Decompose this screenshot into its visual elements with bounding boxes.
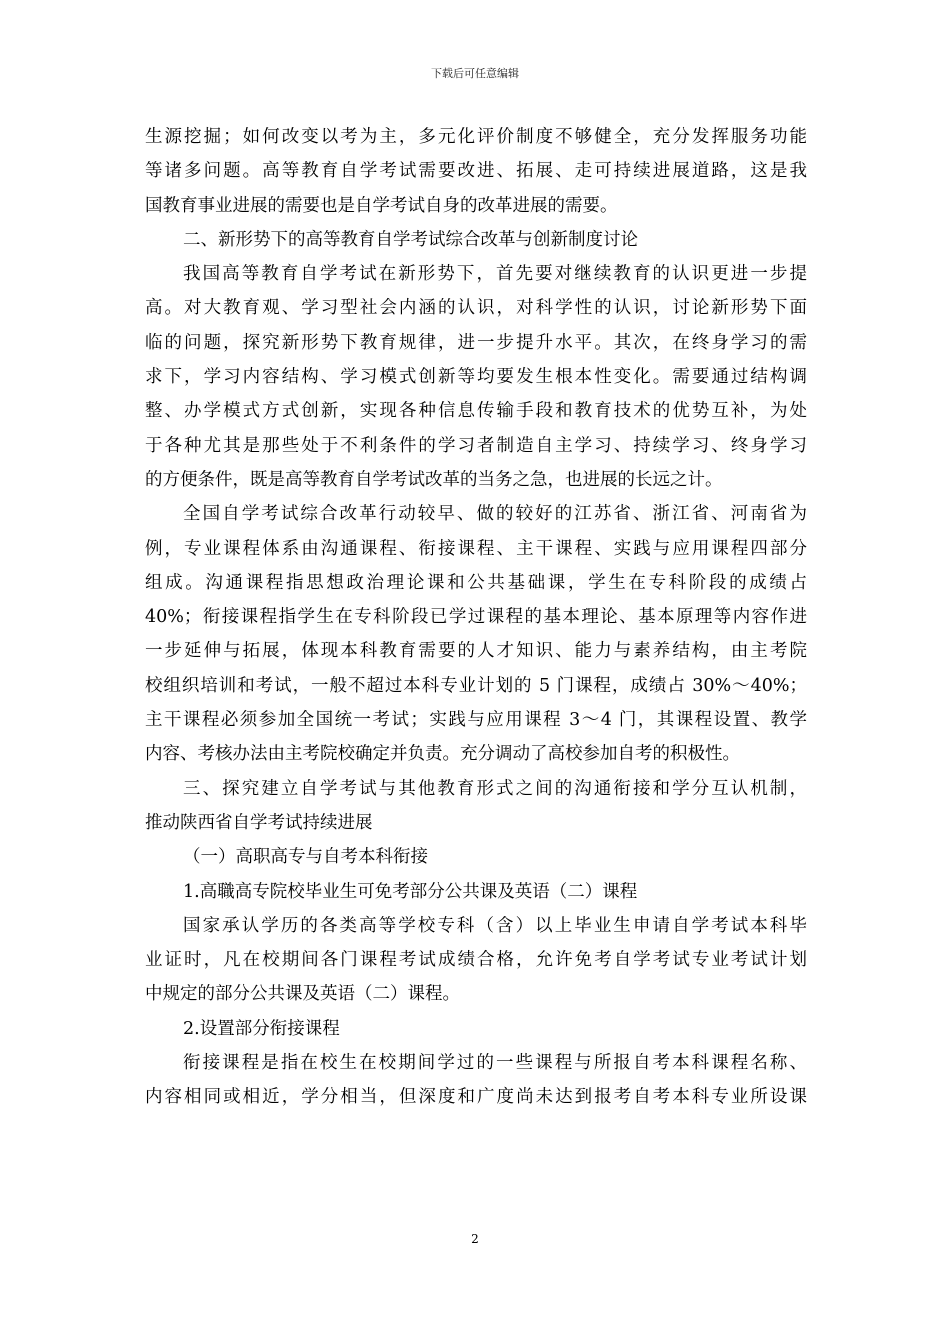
subsection-heading: （一）高职高专与自考本科衔接 xyxy=(183,847,428,868)
text-line: 我国高等教育自学考试在新形势下，首先要对继续教育的认识更进一步提 xyxy=(183,264,807,285)
text-line: 内容、考核办法由主考院校确定并负责。充分调动了高校参加自考的积极性。 xyxy=(145,744,740,765)
text-line: 主干课程必须参加全国统一考试；实践与应用课程 3～4 门，其课程设置、教学 xyxy=(145,710,807,731)
text-line: 求下，学习内容结构、学习模式创新等均要发生根本性变化。需要通过结构调 xyxy=(145,367,807,388)
text-line: 于各种尤其是那些处于不利条件的学习者制造自主学习、持续学习、终身学习 xyxy=(145,435,807,456)
section-heading: 三、探究建立自学考试与其他教育形式之间的沟通衔接和学分互认机制， xyxy=(183,778,807,799)
text-line: 中规定的部分公共课及英语（二）课程。 xyxy=(145,984,460,1005)
text-line: 国家承认学历的各类高等学校专科（含）以上毕业生申请自学考试本科毕 xyxy=(183,915,807,936)
section-heading: 推动陕西省自学考试持续进展 xyxy=(145,812,373,833)
item-heading: 1.高職高专院校毕业生可免考部分公共课及英语（二）课程 xyxy=(183,881,638,902)
document-body xyxy=(145,120,807,1115)
section-heading: 二、新形势下的高等教育自学考试综合改革与创新制度讨论 xyxy=(183,229,638,250)
text-line: 整、办学模式方式创新，实现各种信息传输手段和教育技术的优势互补，为处 xyxy=(145,401,807,422)
text-line: 校组织培训和考试，一般不超过本科专业计划的 5 门课程，成绩占 30%～40%； xyxy=(145,675,807,696)
text-line: 内容相同或相近，学分相当，但深度和广度尚未达到报考自考本科专业所设课 xyxy=(145,1087,807,1108)
text-line: 全国自学考试综合改革行动较早、做的较好的江苏省、浙江省、河南省为 xyxy=(183,504,807,525)
text-line: 生源挖掘；如何改变以考为主，多元化评价制度不够健全，充分发挥服务功能 xyxy=(145,127,807,147)
page-number: 2 xyxy=(471,1232,479,1246)
text-line: 衔接课程是指在校生在校期间学过的一些课程与所报自考本科课程名称、 xyxy=(183,1053,807,1074)
text-line: 例，专业课程体系由沟通课程、衔接课程、主干课程、实践与应用课程四部分 xyxy=(145,538,807,559)
page-header: 下载后可任意编辑 xyxy=(431,67,519,80)
text-line: 等诸多问题。高等教育自学考试需要改进、拓展、走可持续进展道路，这是我 xyxy=(145,161,807,182)
text-line: 业证时，凡在校期间各门课程考试成绩合格，允许免考自学考试专业考试计划 xyxy=(145,950,807,971)
text-line: 一步延伸与拓展，体现本科教育需要的人才知识、能力与素养结构，由主考院 xyxy=(145,641,807,662)
item-heading: 2.设置部分衔接课程 xyxy=(183,1018,340,1039)
text-line: 40%；衔接课程指学生在专科阶段已学过课程的基本理论、基本原理等内容作进 xyxy=(145,607,807,628)
text-line: 高。对大教育观、学习型社会内涵的认识，对科学性的认识，讨论新形势下面 xyxy=(145,298,807,319)
text-line: 国教育事业进展的需要也是自学考试自身的改革进展的需要。 xyxy=(145,195,618,216)
text-line: 的方便条件，既是高等教育自学考试改革的当务之急，也进展的长远之计。 xyxy=(145,469,723,490)
text-line: 临的问题，探究新形势下教育规律，进一步提升水平。其次，在终身学习的需 xyxy=(145,332,807,353)
text-line: 组成。沟通课程指思想政治理论课和公共基础课，学生在专科阶段的成绩占 xyxy=(145,572,807,593)
